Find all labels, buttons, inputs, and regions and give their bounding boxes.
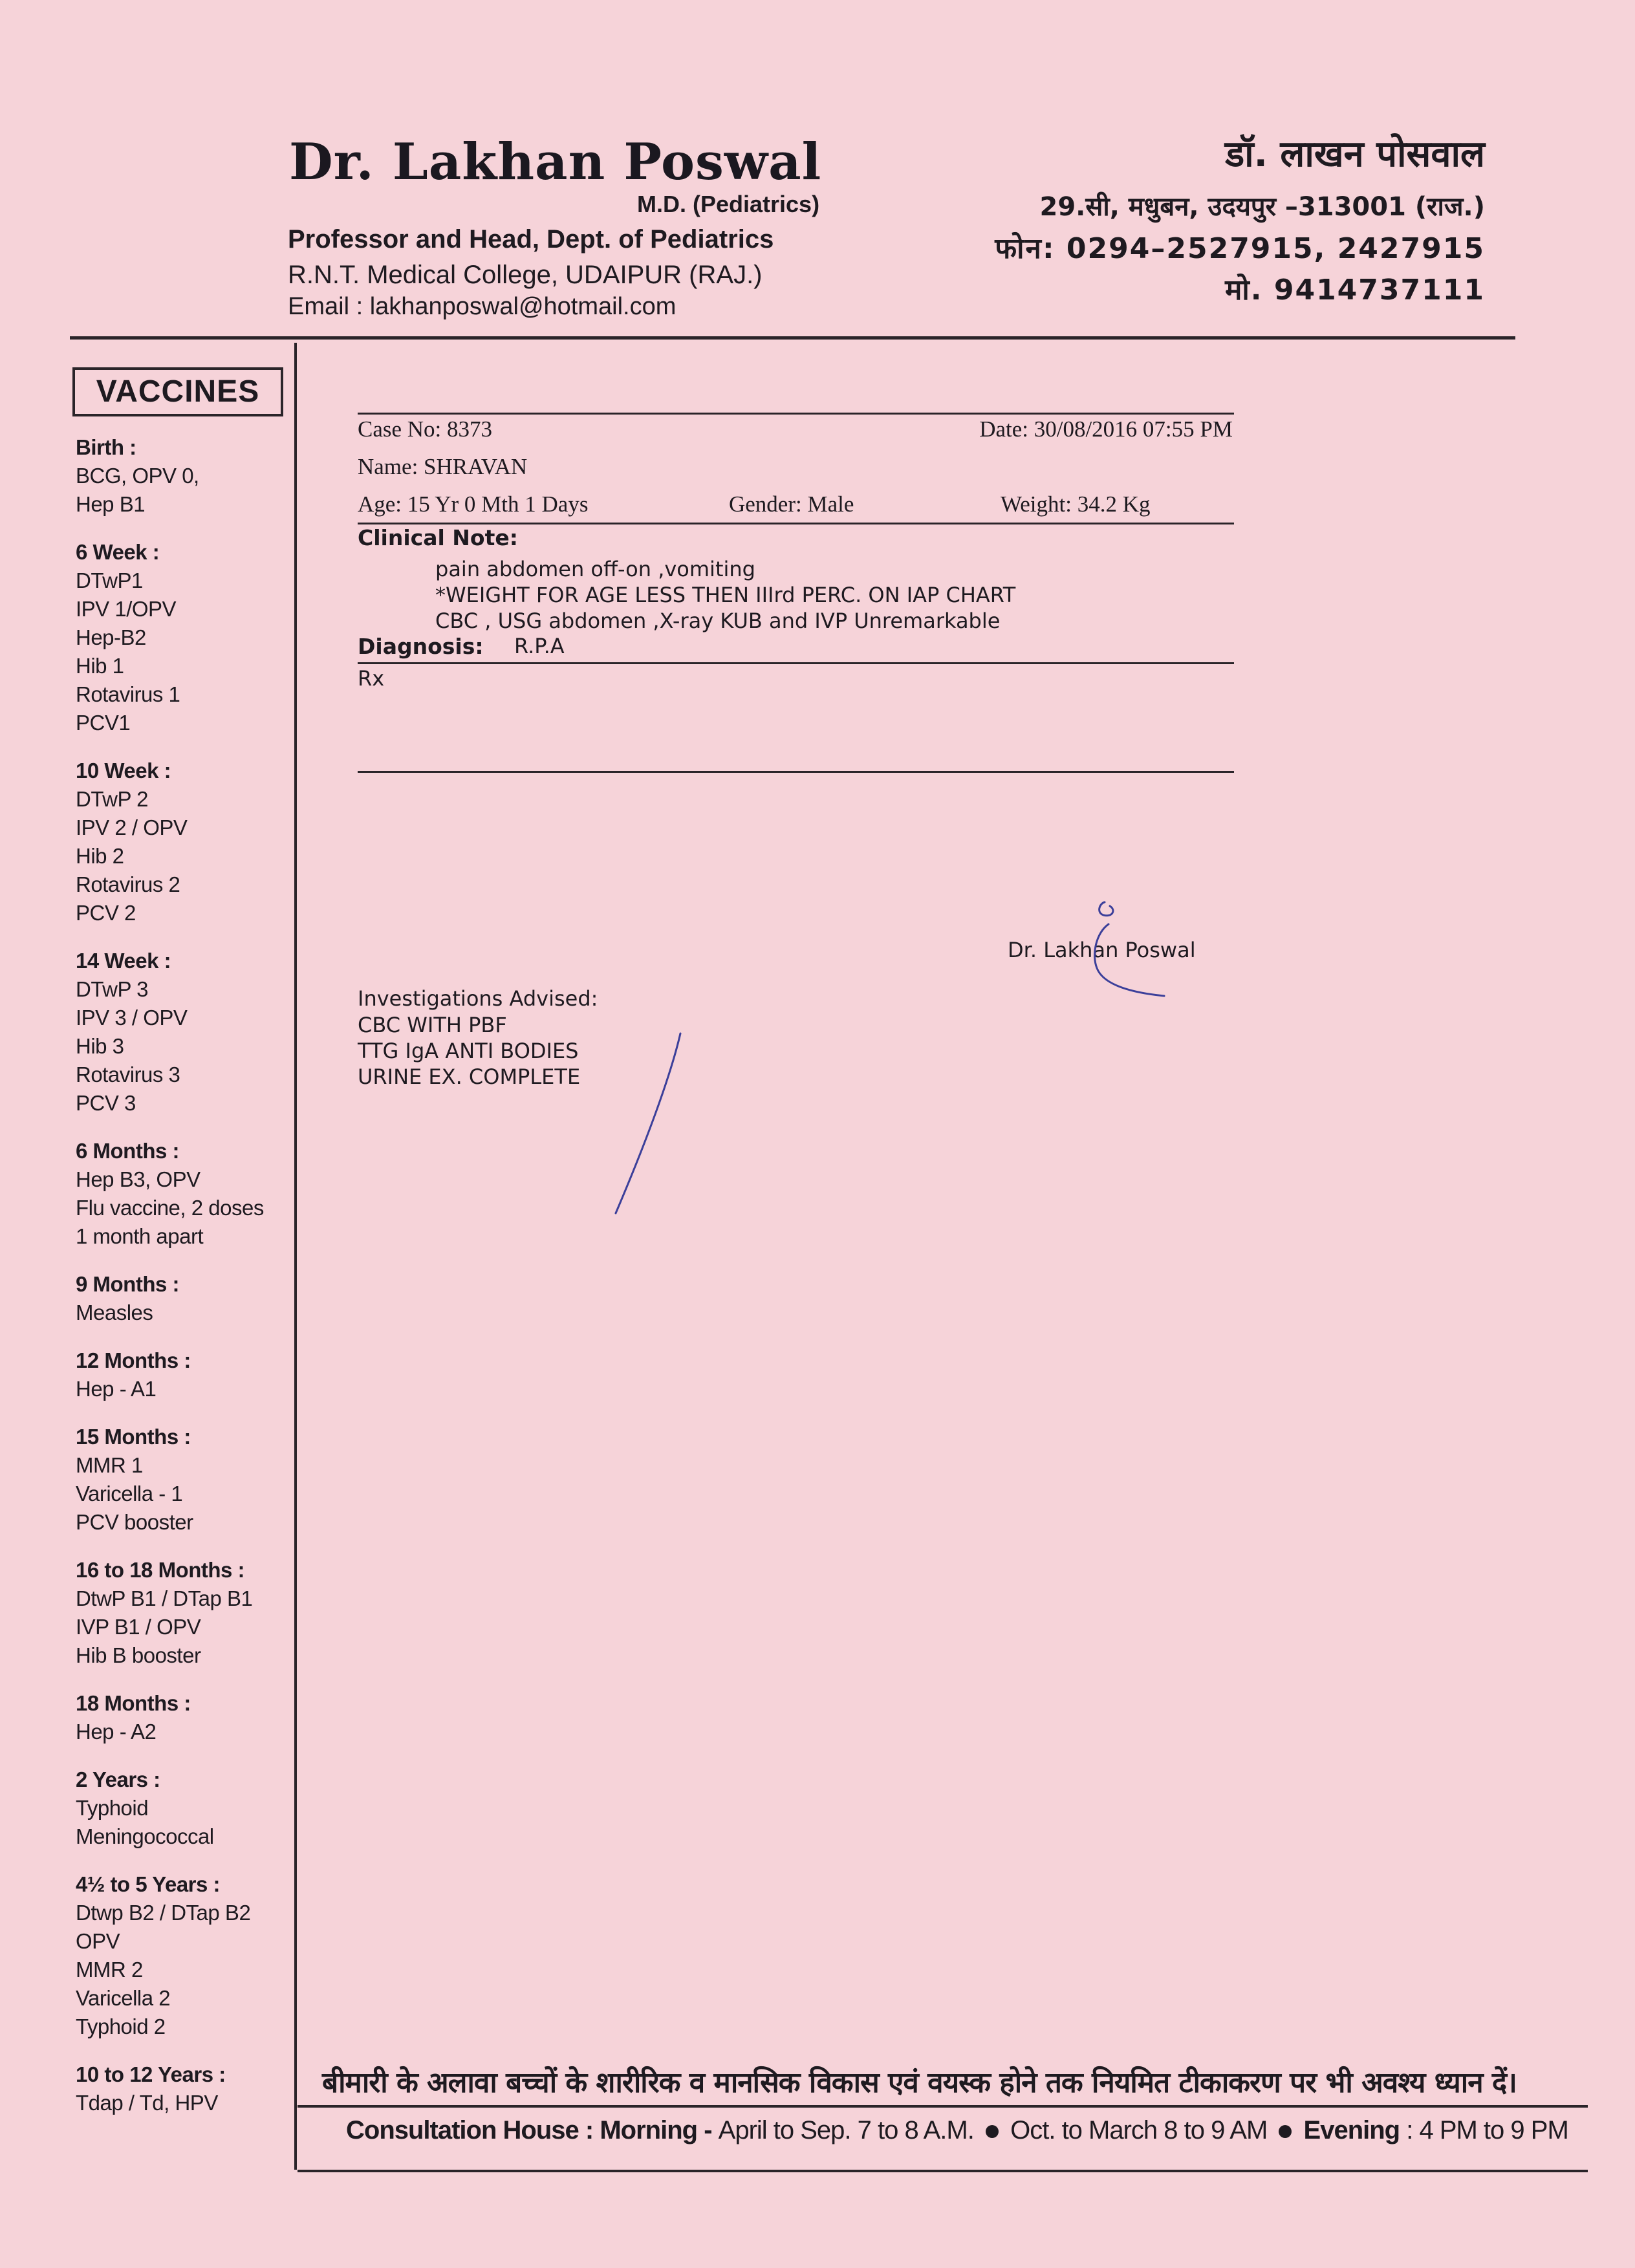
vaccine-item: Hep - A2 [76, 1720, 157, 1744]
vaccine-item: 1 month apart [76, 1224, 204, 1248]
vaccine-item: Dtwp B2 / DTap B2 [76, 1901, 251, 1925]
clinical-note-line: pain abdomen off-on ,vomiting [435, 557, 755, 581]
patient-weight: Weight: 34.2 Kg [1001, 491, 1151, 517]
vaccine-schedule [76, 433, 296, 2137]
vaccine-group-heading: 10 to 12 Years : [76, 2062, 226, 2086]
winter-hours: Oct. to March 8 to 9 AM [1010, 2116, 1268, 2144]
vaccine-item: BCG, OPV 0, [76, 464, 199, 488]
doctor-name-hindi: डॉ. लाखन पोसवाल [1225, 133, 1485, 175]
vaccine-group-heading: 10 Week : [76, 759, 171, 783]
vaccine-item: Hib 2 [76, 844, 124, 868]
vaccine-item: IPV 1/OPV [76, 597, 177, 621]
investigations-label: Investigations Advised: [358, 986, 598, 1011]
evening-label: Evening [1303, 2116, 1400, 2144]
vaccine-group-heading: 6 Week : [76, 540, 160, 564]
vaccine-item: Hib 1 [76, 654, 124, 678]
doctor-email: Email : lakhanposwal@hotmail.com [288, 293, 677, 320]
vaccine-group [76, 1556, 296, 1670]
vaccine-group [76, 1270, 296, 1327]
clinical-note-label: Clinical Note: [358, 525, 518, 550]
vaccine-group-heading: 12 Months : [76, 1348, 191, 1372]
clinical-note-line: CBC , USG abdomen ,X-ray KUB and IVP Unremarkable [435, 609, 1001, 633]
investigation-item: CBC WITH PBF [358, 1013, 507, 1037]
vaccine-item: Typhoid [76, 1796, 149, 1820]
vaccine-group [76, 1870, 296, 2041]
vaccine-item: OPV [76, 1929, 120, 1953]
diagnosis-value: R.P.A [514, 634, 565, 658]
vaccine-group-heading: 6 Months : [76, 1139, 179, 1163]
vaccine-group [76, 1423, 296, 1537]
vaccine-item: Hep - A1 [76, 1377, 157, 1401]
vaccine-item: Hep-B2 [76, 625, 146, 649]
vaccine-group [76, 947, 296, 1118]
doctor-college: R.N.T. Medical College, UDAIPUR (RAJ.) [288, 261, 763, 289]
doctor-title: Professor and Head, Dept. of Pediatrics [288, 225, 774, 254]
vaccine-item: PCV 3 [76, 1091, 136, 1115]
footer-bottom-line [298, 2170, 1588, 2172]
vaccine-item: MMR 1 [76, 1453, 143, 1477]
handwritten-signature [1061, 896, 1177, 1006]
footer-top-line [298, 2105, 1588, 2108]
diagnosis-label: Diagnosis: [358, 634, 484, 659]
clinical-note-line: *WEIGHT FOR AGE LESS THEN IIIrd PERC. ON IAP CHART [435, 583, 1016, 607]
doctor-phone-hindi: फोन: 0294–2527915, 2427915 [995, 232, 1485, 265]
vaccine-item: PCV booster [76, 1510, 193, 1534]
vaccine-group-heading: 18 Months : [76, 1691, 191, 1715]
vaccine-group [76, 1689, 296, 1746]
patient-name: Name: SHRAVAN [358, 454, 528, 479]
vaccine-item: PCV 2 [76, 901, 136, 925]
vaccine-item: Varicella 2 [76, 1986, 171, 2010]
evening-hours: : 4 PM to 9 PM [1406, 2116, 1568, 2144]
vaccine-item: Hib 3 [76, 1034, 124, 1058]
vaccine-item: DtwP B1 / DTap B1 [76, 1586, 253, 1610]
vaccine-group-heading: Birth : [76, 435, 136, 459]
vaccine-item: Varicella - 1 [76, 1482, 183, 1506]
header-divider [70, 336, 1515, 340]
vaccine-item: Tdap / Td, HPV [76, 2091, 218, 2115]
rx-patient-line [358, 523, 1234, 524]
footer-health-note: बीमारी के अलावा बच्चों के शारीरिक व मानसिक विकास एवं वयस्क होने तक नियमित टीकाकरण पर भी अवश्य ध्यान दें। [322, 2066, 1517, 2099]
doctor-address-hindi: 29.सी, मधुबन, उदयपुर –313001 (राज.) [1039, 192, 1485, 222]
visit-date: Date: 30/08/2016 07:55 PM [979, 416, 1233, 442]
vaccine-item: Rotavirus 3 [76, 1063, 180, 1086]
case-number: Case No: 8373 [358, 416, 493, 442]
vaccine-item: Hep B1 [76, 492, 146, 516]
consultation-hours [346, 2116, 1568, 2145]
vaccine-item: DTwP 2 [76, 787, 148, 811]
vaccine-item: Typhoid 2 [76, 2014, 166, 2038]
vaccine-item: IPV 2 / OPV [76, 815, 188, 839]
vaccine-item: IPV 3 / OPV [76, 1006, 188, 1030]
vaccine-item: Measles [76, 1301, 153, 1324]
vaccine-group-heading: 9 Months : [76, 1272, 179, 1296]
vaccine-item: DTwP 3 [76, 977, 148, 1001]
doctor-degree: M.D. (Pediatrics) [637, 191, 820, 217]
vaccine-item: Meningococcal [76, 1824, 214, 1848]
vaccine-group-heading: 16 to 18 Months : [76, 1558, 245, 1582]
vaccine-group [76, 1137, 296, 1251]
patient-gender: Gender: Male [729, 491, 854, 517]
vaccine-item: Hib B booster [76, 1643, 201, 1667]
vaccine-item: PCV1 [76, 711, 131, 735]
doctor-name: Dr. Lakhan Poswal [289, 133, 822, 191]
vaccine-item: MMR 2 [76, 1958, 143, 1982]
vaccine-item: Rotavirus 1 [76, 682, 180, 706]
signature-name: Dr. Lakhan Poswal [1008, 938, 1196, 962]
rx-diagnosis-line [358, 662, 1234, 664]
investigation-item: TTG IgA ANTI BODIES [358, 1039, 579, 1063]
vaccine-group-heading: 14 Week : [76, 949, 171, 973]
clinical-note-text [435, 556, 1015, 634]
vaccine-group [76, 538, 296, 737]
vaccine-group [76, 2060, 296, 2117]
vaccine-group [76, 1346, 296, 1403]
vaccine-group-heading: 4½ to 5 Years : [76, 1872, 221, 1896]
rx-top-line [358, 413, 1234, 415]
vaccine-item: Flu vaccine, 2 doses [76, 1196, 264, 1220]
rx-end-line [358, 771, 1234, 773]
patient-age: Age: 15 Yr 0 Mth 1 Days [358, 491, 589, 517]
investigations-list [358, 1012, 580, 1090]
vaccine-item: Rotavirus 2 [76, 872, 180, 896]
hours-label: Consultation House : [346, 2116, 594, 2144]
vaccines-title: VACCINES [72, 367, 283, 416]
investigation-item: URINE EX. COMPLETE [358, 1064, 581, 1089]
pen-stroke-mark [601, 1028, 692, 1222]
vaccine-group-heading: 15 Months : [76, 1425, 191, 1449]
vaccine-item: DTwP1 [76, 568, 143, 592]
vaccine-group [76, 1766, 296, 1851]
vaccine-item: Hep B3, OPV [76, 1167, 200, 1191]
morning-label: Morning - [600, 2116, 712, 2144]
vaccine-group [76, 433, 296, 519]
morning-hours: April to Sep. 7 to 8 A.M. [718, 2116, 974, 2144]
bullet-icon [1279, 2125, 1292, 2138]
doctor-mobile-hindi: मो. 9414737111 [1225, 274, 1485, 307]
rx-label: Rx [358, 666, 385, 691]
vaccine-group [76, 757, 296, 927]
vaccine-item: IVP B1 / OPV [76, 1615, 201, 1639]
bullet-icon [986, 2125, 999, 2138]
vaccine-group-heading: 2 Years : [76, 1767, 160, 1791]
